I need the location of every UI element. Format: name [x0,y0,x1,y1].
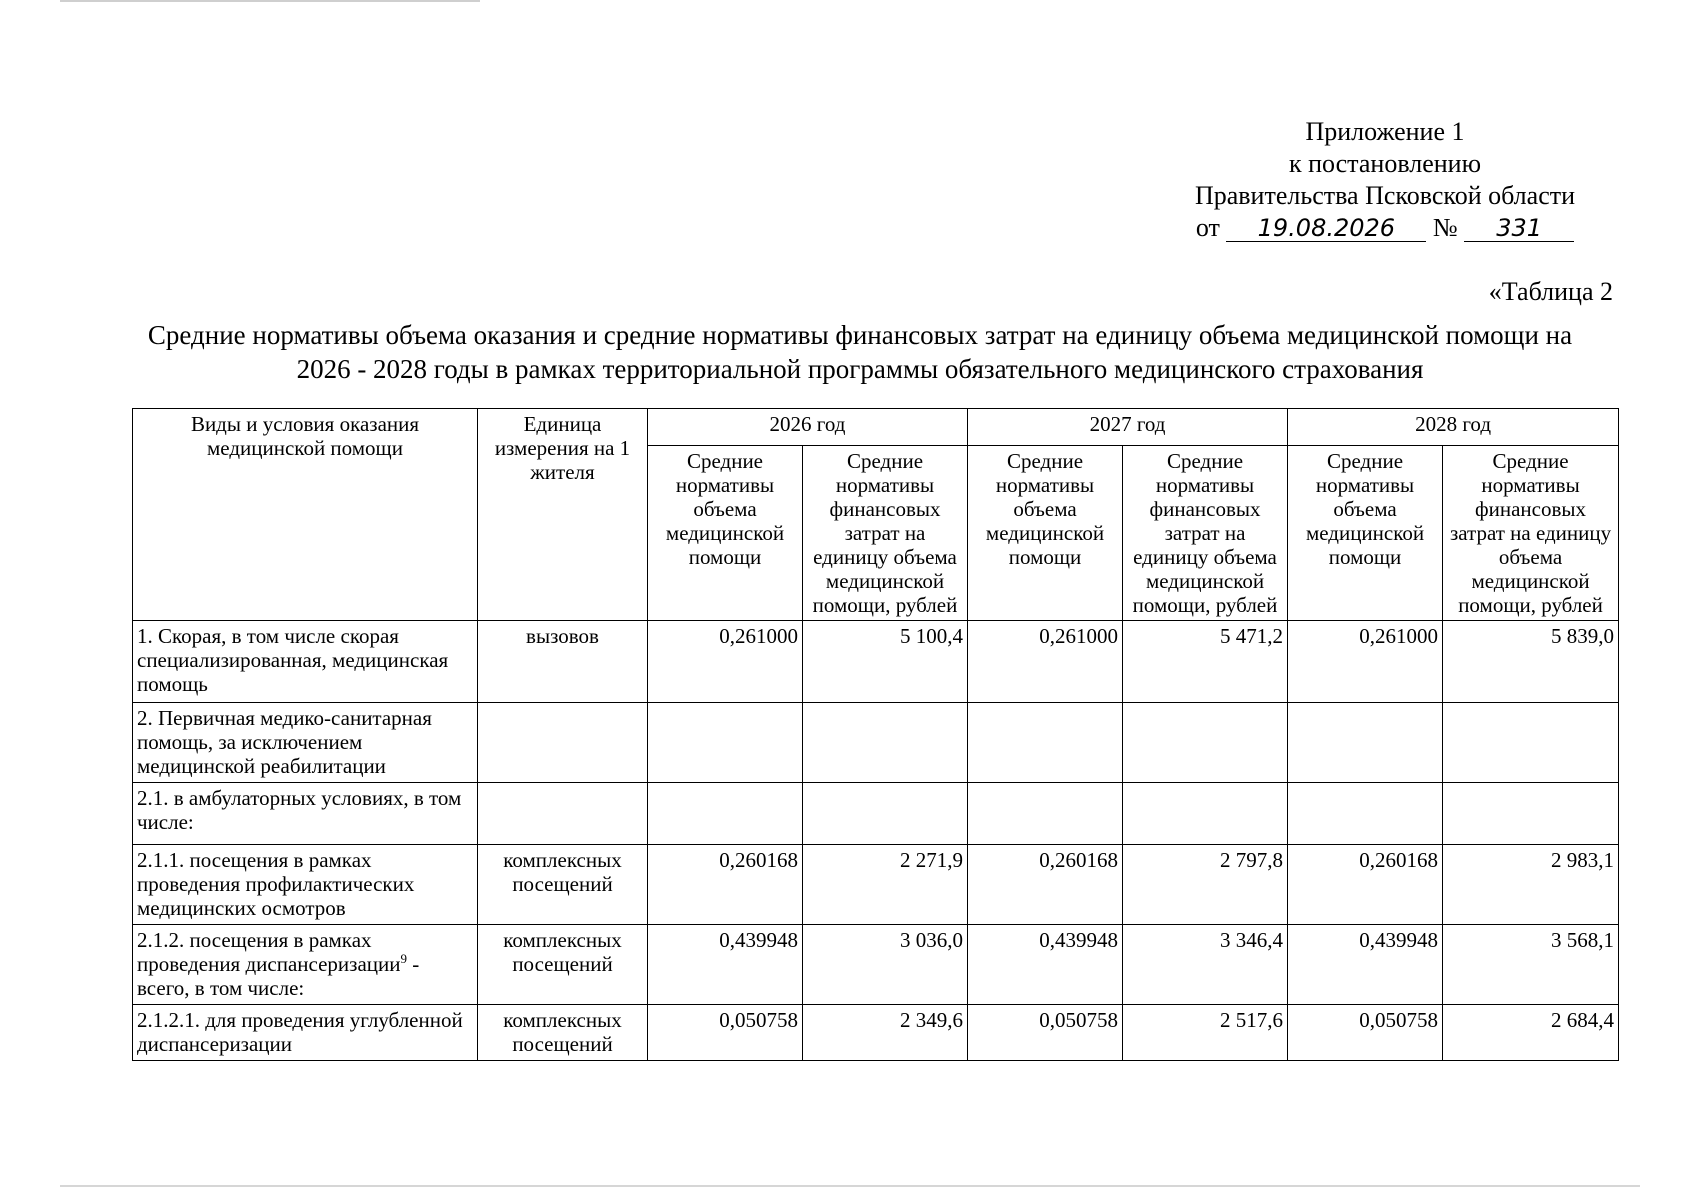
cost-2027 [1123,783,1288,845]
table-row [133,925,1619,1005]
volume-2026 [648,783,803,845]
cost-2028: 5 839,0 [1443,621,1619,703]
cost-2028 [1443,703,1619,783]
volume-2028: 0,261000 [1288,621,1443,703]
header-volume-2027: Средние нормативы объема медицинской помощи [968,446,1123,621]
header-volume-2026: Средние нормативы объема медицинской помощи [648,446,803,621]
row-name-text: 2.1.2. посещения в рамках проведения диспансеризации [137,928,401,976]
row-name: 1. Скорая, в том числе скорая специализированная, медицинская помощь [133,621,478,703]
table-row [133,1005,1619,1061]
row-name-tail: - всего, в том числе: [137,952,420,1000]
row-name [133,925,478,1005]
cost-2028: 2 684,4 [1443,1005,1619,1061]
row-unit: комплексных посещений [478,925,648,1005]
cost-2026: 5 100,4 [803,621,968,703]
volume-2026: 0,261000 [648,621,803,703]
header-year-2028: 2028 год [1288,409,1619,446]
volume-2026: 0,050758 [648,1005,803,1061]
cost-2026: 2 349,6 [803,1005,968,1061]
handwritten-date: 19.08.2026 [1226,215,1426,242]
cost-2028: 2 983,1 [1443,845,1619,925]
header-cost-2028: Средние нормативы финансовых затрат на единицу объема медицинской помощи, рублей [1443,446,1619,621]
header-type: Виды и условия оказания медицинской помощи [133,409,478,621]
cost-2027: 3 346,4 [1123,925,1288,1005]
cost-2028 [1443,783,1619,845]
cost-2027 [1123,703,1288,783]
volume-2028: 0,439948 [1288,925,1443,1005]
row-name: 2.1.2.1. для проведения углубленной диспансеризации [133,1005,478,1061]
row-unit: комплексных посещений [478,845,648,925]
footnote-ref: 9 [400,951,407,966]
cost-2026 [803,783,968,845]
cost-2028: 3 568,1 [1443,925,1619,1005]
row-name: 2.1.1. посещения в рамках проведения профилактических медицинских осмотров [133,845,478,925]
row-unit [478,703,648,783]
number-sign: № [1432,213,1458,242]
row-unit: вызовов [478,621,648,703]
appendix-block [1150,116,1620,244]
volume-2027: 0,261000 [968,621,1123,703]
volume-2026: 0,260168 [648,845,803,925]
row-name: 2. Первичная медико-санитарная помощь, за исключением медицинской реабилитации [133,703,478,783]
volume-2026 [648,703,803,783]
volume-2028 [1288,783,1443,845]
table-row [133,703,1619,783]
scan-edge-top [60,0,480,2]
table-label: «Таблица 2 [1488,277,1613,306]
table-row [133,783,1619,845]
volume-2027 [968,703,1123,783]
appendix-line-3: Правительства Псковской области [1194,181,1576,210]
volume-2027: 0,439948 [968,925,1123,1005]
cost-2026: 3 036,0 [803,925,968,1005]
header-cost-2027: Средние нормативы финансовых затрат на единицу объема медицинской помощи, рублей [1123,446,1288,621]
row-unit [478,783,648,845]
cost-2027: 2 517,6 [1123,1005,1288,1061]
header-unit: Единица измерения на 1 жителя [478,409,648,621]
row-name: 2.1. в амбулаторных условиях, в том числе: [133,783,478,845]
volume-2027 [968,783,1123,845]
volume-2028: 0,050758 [1288,1005,1443,1061]
norms-table [132,408,1619,1061]
header-year-2027: 2027 год [968,409,1288,446]
from-prefix: от [1195,213,1220,242]
volume-2028: 0,260168 [1288,845,1443,925]
handwritten-number: 331 [1464,215,1574,242]
volume-2027: 0,050758 [968,1005,1123,1061]
table-row [133,845,1619,925]
appendix-line-1: Приложение 1 [1305,117,1465,146]
header-year-2026: 2026 год [648,409,968,446]
header-cost-2026: Средние нормативы финансовых затрат на единицу объема медицинской помощи, рублей [803,446,968,621]
scan-edge-bottom [60,1185,1640,1187]
volume-2028 [1288,703,1443,783]
document-title: Средние нормативы объема оказания и средние нормативы финансовых затрат на единицу объема медицинской помощи на 2026 - 2028 годы в рамках территориальной программы обязательного медицинского страхования [147,320,1573,384]
cost-2026: 2 271,9 [803,845,968,925]
cost-2027: 5 471,2 [1123,621,1288,703]
appendix-line-2: к постановлению [1288,149,1482,178]
cost-2026 [803,703,968,783]
volume-2026: 0,439948 [648,925,803,1005]
table-row [133,621,1619,703]
volume-2027: 0,260168 [968,845,1123,925]
cost-2027: 2 797,8 [1123,845,1288,925]
row-unit: комплексных посещений [478,1005,648,1061]
header-volume-2028: Средние нормативы объема медицинской помощи [1288,446,1443,621]
date-number-line [1150,212,1620,244]
